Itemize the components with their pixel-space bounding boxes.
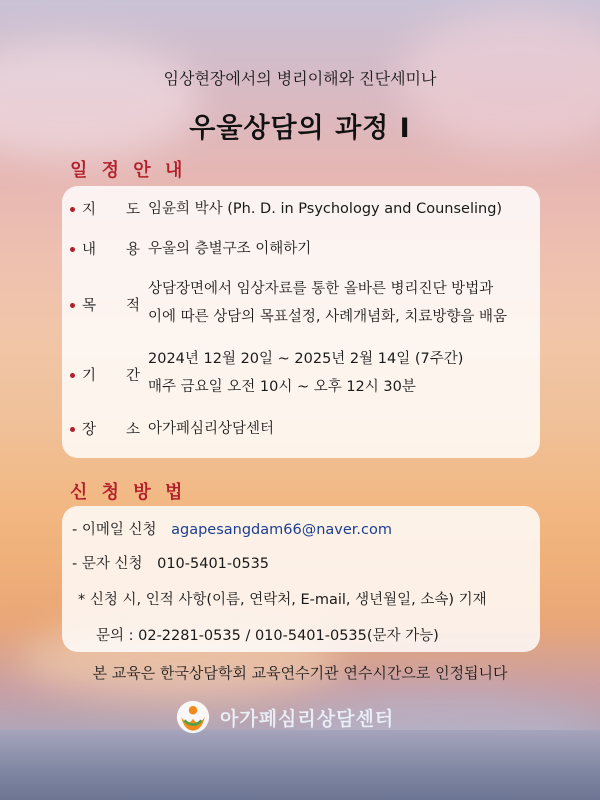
center-logo — [176, 700, 426, 736]
schedule-panel — [62, 186, 540, 458]
poster-title: 우울상담의 과정 Ⅰ — [189, 113, 411, 144]
poster-subtitle: 임상현장에서의 병리이해와 진단세미나 — [163, 69, 437, 88]
bullet-icon — [70, 373, 75, 378]
schedule-value: 우울의 층별구조 이해하기 — [148, 241, 312, 257]
schedule-value-line1: 2024년 12월 20일 ~ 2025년 2월 14일 (7주간) — [148, 351, 464, 367]
schedule-label: 내 용 — [82, 242, 140, 258]
apply-email-label: - 이메일 신청 — [72, 522, 157, 538]
bullet-icon — [70, 247, 75, 252]
apply-contact: 문의 : 02-2281-0535 / 010-5401-0535(문자 가능) — [96, 628, 439, 644]
apply-sms-row — [72, 552, 269, 573]
schedule-heading: 일 정 안 내 — [70, 160, 187, 181]
apply-sms-label: - 문자 신청 — [72, 556, 143, 572]
center-name: 아가페심리상담센터 — [220, 708, 395, 730]
schedule-value-line2: 매주 금요일 오전 10시 ~ 오후 12시 30분 — [148, 379, 416, 395]
schedule-value-line2: 이에 따른 상담의 목표설정, 사례개념화, 치료방향을 배움 — [148, 309, 508, 325]
schedule-label: 지 도 — [82, 202, 140, 218]
agape-logo-icon — [176, 700, 210, 734]
schedule-value: 임윤희 박사 (Ph. D. in Psychology and Counseling) — [148, 201, 503, 217]
apply-panel — [62, 506, 540, 652]
schedule-label: 장 소 — [82, 422, 140, 438]
schedule-label: 기 간 — [82, 368, 140, 384]
apply-sms-number: 010-5401-0535 — [157, 556, 270, 572]
apply-email-row — [72, 518, 392, 539]
apply-note: * 신청 시, 인적 사항(이름, 연락처, E-mail, 생년월일, 소속) 기재 — [78, 592, 487, 608]
bullet-icon — [70, 427, 75, 432]
sea-background — [0, 730, 600, 800]
schedule-label: 목 적 — [82, 298, 140, 314]
apply-heading: 신 청 방 법 — [70, 482, 187, 503]
schedule-value: 아가페심리상담센터 — [148, 421, 275, 437]
credit-notice: 본 교육은 한국상담학회 교육연수기관 연수시간으로 인정됩니다 — [92, 664, 508, 682]
schedule-value-line1: 상담장면에서 임상자료를 통한 올바른 병리진단 방법과 — [148, 281, 494, 297]
bullet-icon — [70, 303, 75, 308]
apply-email-link[interactable]: agapesangdam66@naver.com — [171, 522, 392, 538]
bullet-icon — [70, 207, 75, 212]
